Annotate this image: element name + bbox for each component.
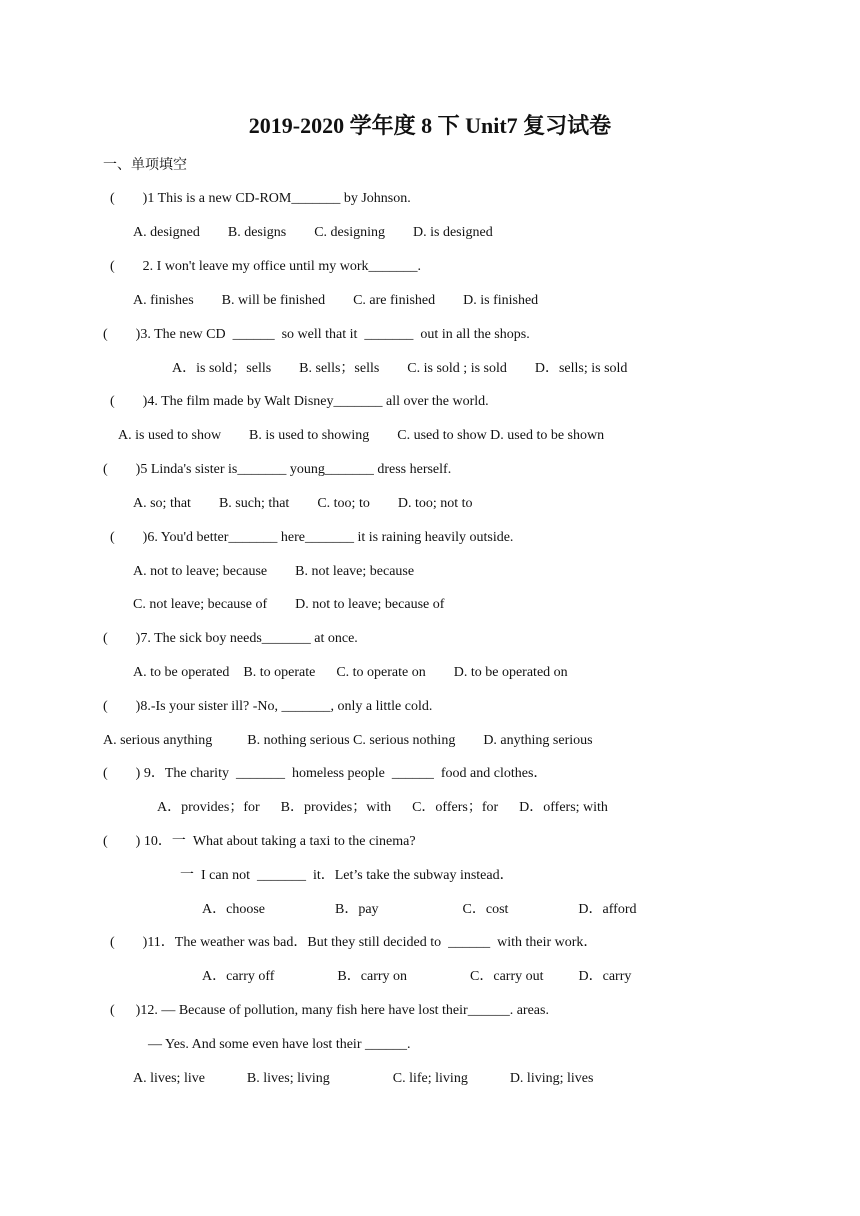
- question-10-stem: ( ) 10．一 What about taking a taxi to the cinema?: [103, 834, 416, 849]
- question-9-options: A．provides；for B．provides；with C．offers；for D．offers; with: [157, 800, 608, 815]
- question-11-options: A．carry off B．carry on C．carry out D．carry: [202, 969, 632, 984]
- question-10-reply: 一 I can not _______ it．Let’s take the subway instead．: [180, 868, 514, 883]
- question-12-options: A. lives; live B. lives; living C. life; living D. living; lives: [133, 1071, 594, 1086]
- question-4-stem: ( )4. The film made by Walt Disney_______ all over the world.: [110, 394, 489, 409]
- question-3-stem: ( )3. The new CD ______ so well that it _______ out in all the shops.: [103, 327, 530, 342]
- question-6-stem: ( )6. You'd better_______ here_______ it is raining heavily outside.: [110, 530, 514, 545]
- question-5-options: A. so; that B. such; that C. too; to D. too; not to: [133, 496, 473, 511]
- section-heading: 一、单项填空: [103, 157, 187, 173]
- question-8-options: A. serious anything B. nothing serious C. serious nothing D. anything serious: [103, 733, 593, 748]
- question-2-options: A. finishes B. will be finished C. are finished D. is finished: [133, 293, 539, 308]
- page-title: 2019-2020 学年度 8 下 Unit7 复习试卷: [248, 113, 612, 138]
- question-4-options: A. is used to show B. is used to showing C. used to show D. used to be shown: [118, 428, 605, 443]
- question-12-reply: — Yes. And some even have lost their ______.: [148, 1037, 411, 1052]
- question-10-options: A．choose B．pay C．cost D．afford: [202, 902, 637, 917]
- question-5-stem: ( )5 Linda's sister is_______ young_______ dress herself.: [103, 462, 452, 477]
- question-1-stem: ( )1 This is a new CD-ROM_______ by Johnson.: [110, 191, 411, 206]
- question-7-stem: ( )7. The sick boy needs_______ at once.: [103, 631, 358, 646]
- question-6-options-ab: A. not to leave; because B. not leave; because: [133, 564, 415, 579]
- question-8-stem: ( )8.-Is your sister ill? -No, _______, only a little cold.: [103, 699, 433, 714]
- question-2-stem: ( 2. I won't leave my office until my work_______.: [110, 259, 421, 274]
- question-9-stem: ( ) 9．The charity _______ homeless people ______ food and clothes．: [103, 766, 548, 781]
- question-3-options: A．is sold；sells B. sells；sells C. is sold ; is sold D．sells; is sold: [172, 361, 628, 376]
- question-6-options-cd: C. not leave; because of D. not to leave; because of: [133, 597, 445, 612]
- question-1-options: A. designed B. designs C. designing D. is designed: [133, 225, 493, 240]
- question-11-stem: ( )11．The weather was bad．But they still decided to ______ with their work．: [110, 935, 598, 950]
- question-12-stem: ( )12. — Because of pollution, many fish here have lost their______. areas.: [110, 1003, 549, 1018]
- question-7-options: A. to be operated B. to operate C. to operate on D. to be operated on: [133, 665, 568, 680]
